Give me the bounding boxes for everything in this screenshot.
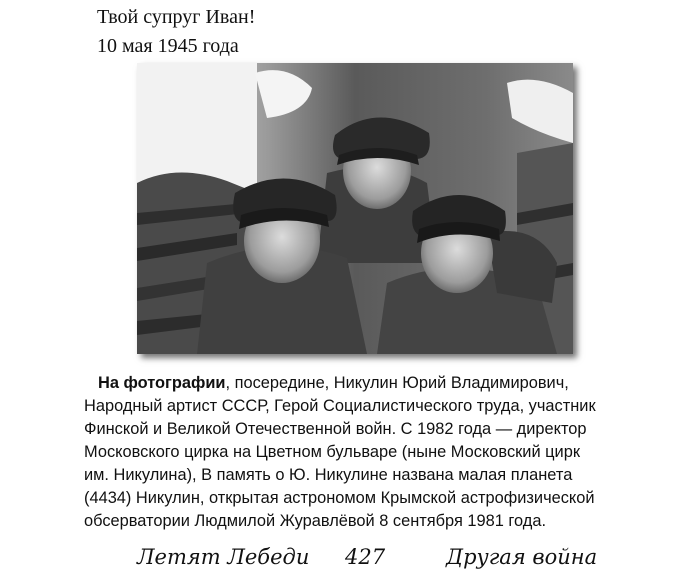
caption-line-4: Московского цирка на Цветном бульваре (ныне Московский цирк bbox=[84, 443, 581, 461]
caption-line-1 bbox=[84, 372, 624, 395]
caption-line-2: Народный артист СССР, Герой Социалистического труда, участник bbox=[84, 397, 596, 415]
footer-section-title: Другая война bbox=[446, 545, 598, 569]
letter-date: 10 мая 1945 года bbox=[97, 35, 239, 57]
photo-caption bbox=[84, 372, 624, 533]
letter-signature-block bbox=[97, 3, 255, 61]
caption-line-6: (4434) Никулин, открытая астрономом Крымской астрофизической bbox=[84, 489, 595, 507]
caption-lead: На фотографии bbox=[98, 374, 226, 392]
footer-book-title: Летят Лебеди bbox=[137, 545, 310, 569]
war-photo bbox=[137, 63, 573, 354]
caption-line-3: Финской и Великой Отечественной войн. С 1982 года — директор bbox=[84, 420, 587, 438]
soldiers-photo-illustration bbox=[137, 63, 573, 354]
page-number: 427 bbox=[345, 545, 386, 569]
caption-line-5: им. Никулина), В память о Ю. Никулине названа малая планета bbox=[84, 466, 573, 484]
caption-line-7: обсерватории Людмилой Журавлёвой 8 сентября 1981 года. bbox=[84, 512, 547, 530]
caption-line-1-text: , посередине, Никулин Юрий Владимирович, bbox=[225, 374, 569, 392]
page-footer bbox=[0, 545, 700, 575]
letter-signature: Твой супруг Иван! bbox=[97, 6, 256, 28]
